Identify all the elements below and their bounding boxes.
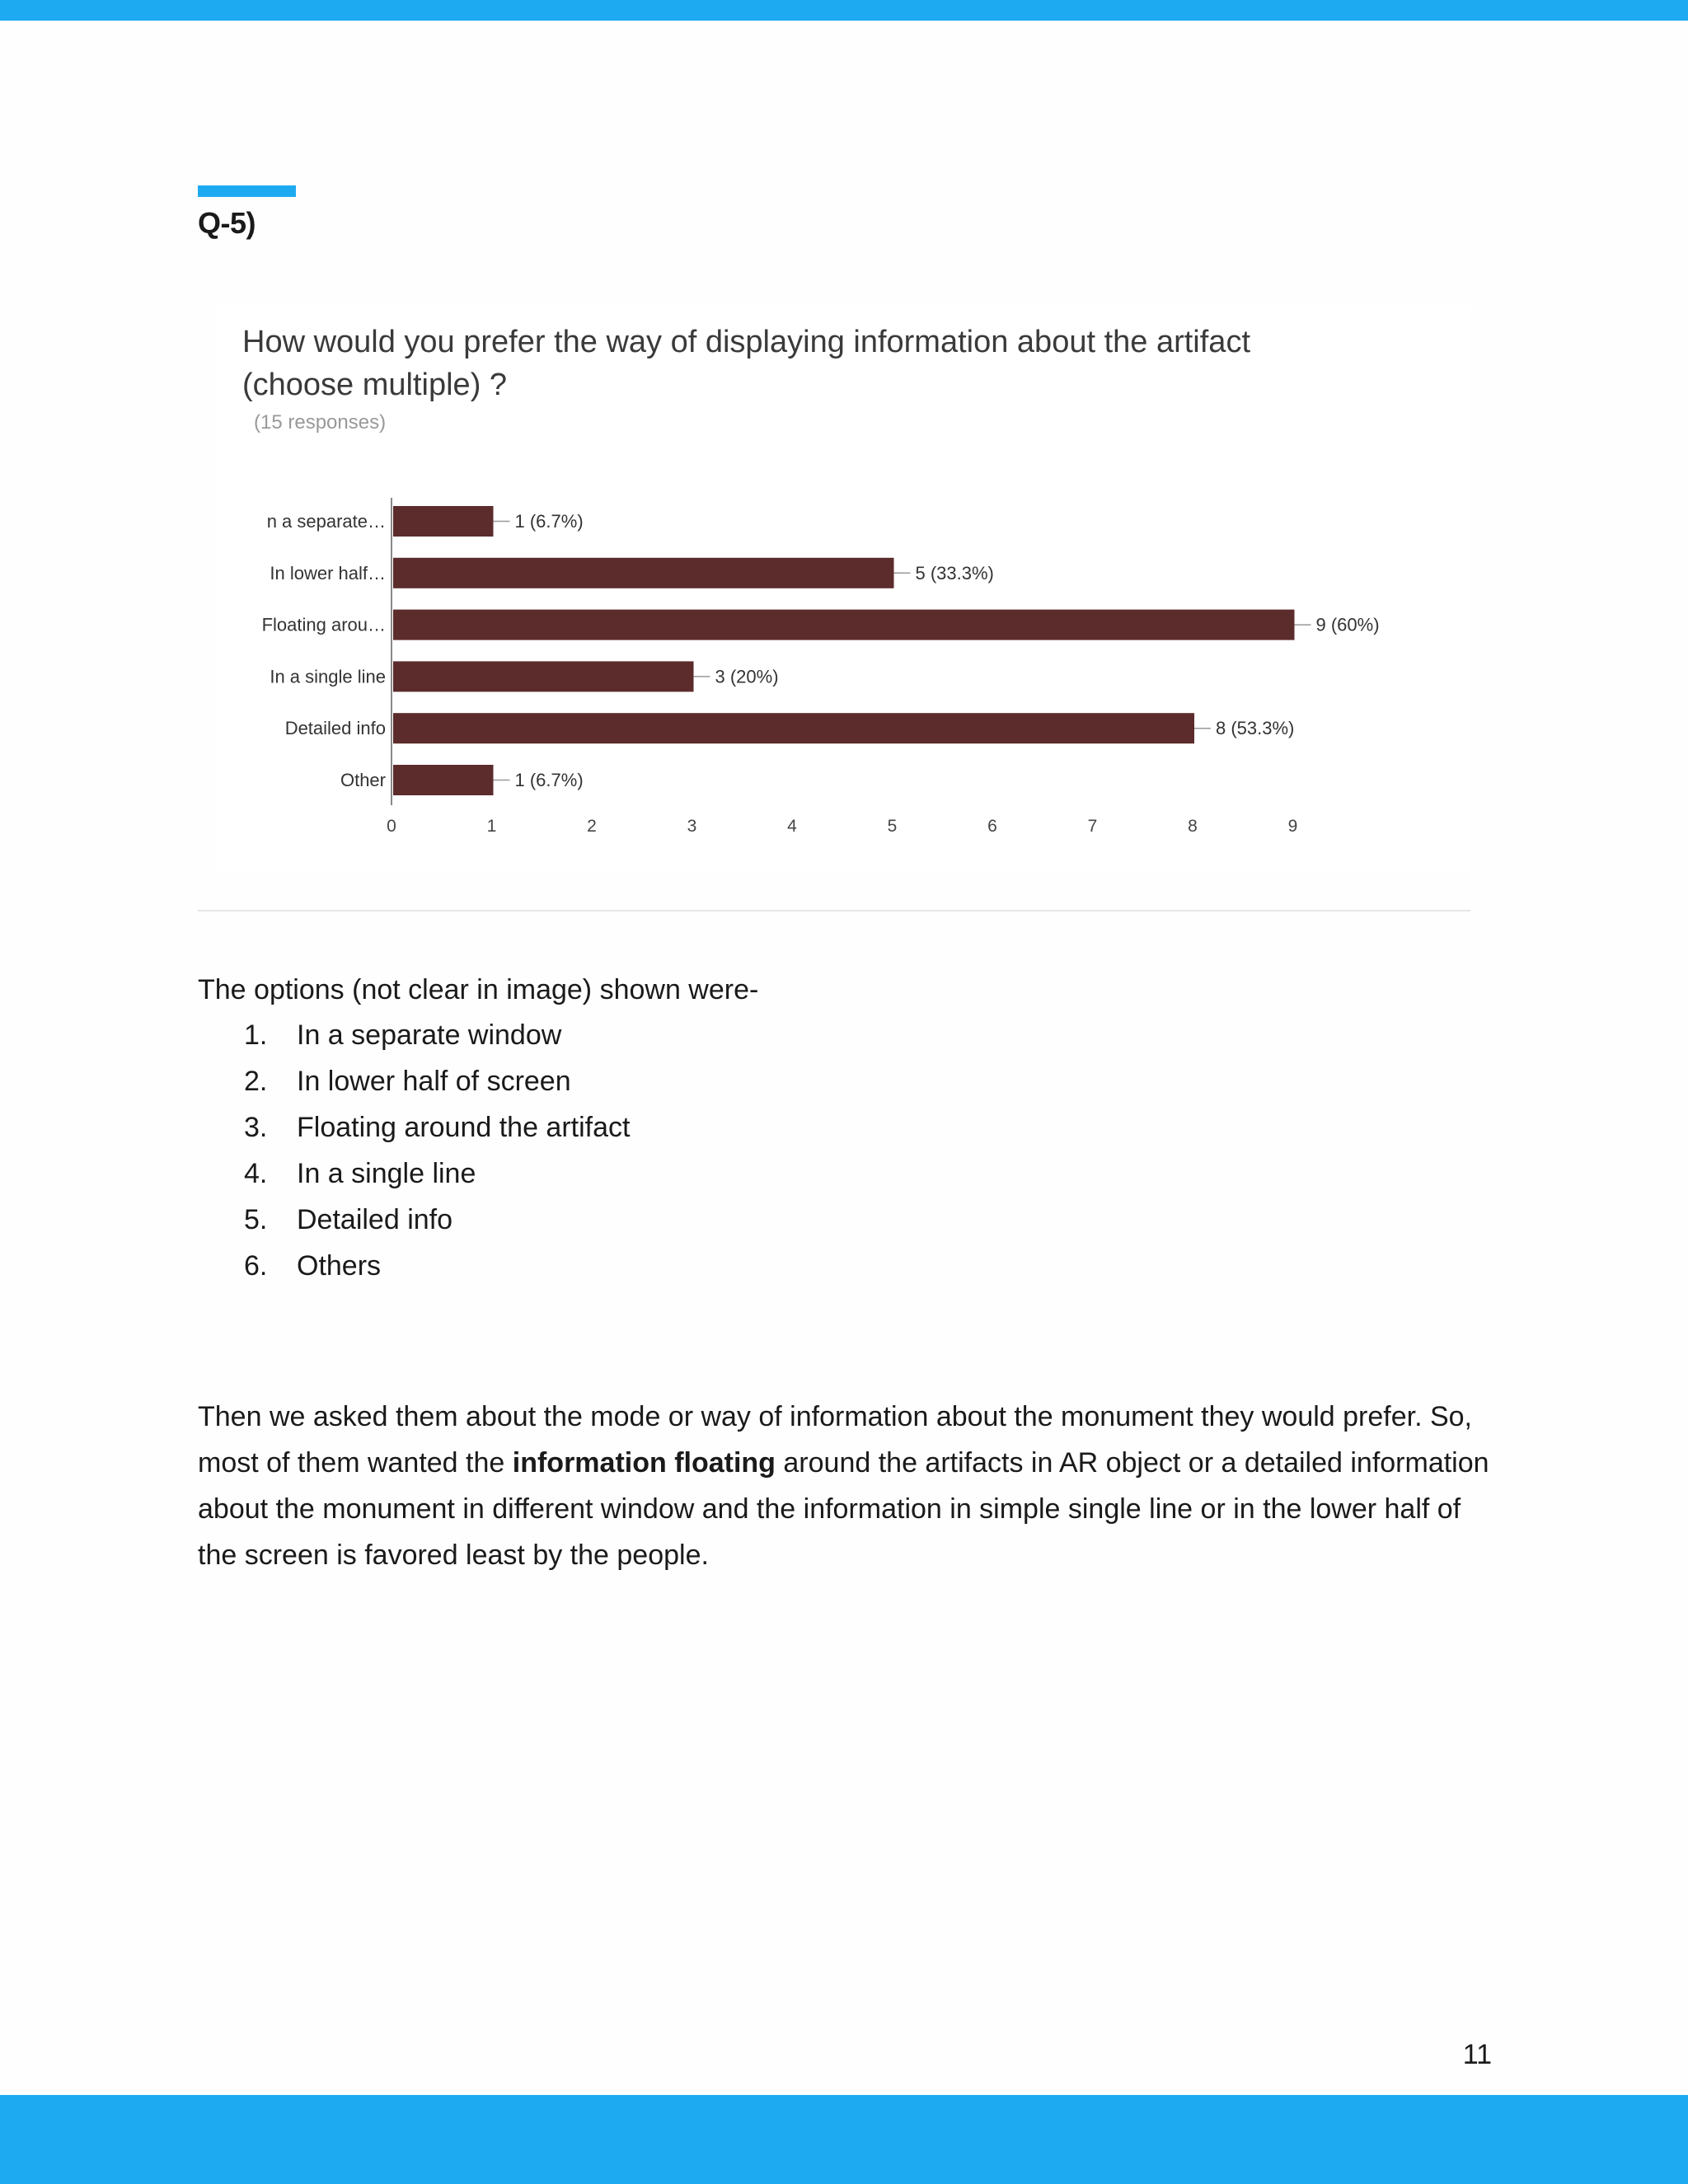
- data-label: 3 (20%): [715, 666, 779, 687]
- option-number: 3.: [244, 1112, 268, 1143]
- x-tick-label: 7: [1087, 817, 1098, 836]
- option-item: [244, 1109, 630, 1155]
- x-tick-label: 4: [787, 817, 797, 836]
- data-label: 5 (33.3%): [915, 562, 994, 583]
- data-label: 8 (53.3%): [1216, 718, 1295, 739]
- option-item: [244, 1202, 630, 1248]
- summary-paragraph: [198, 1394, 1500, 1578]
- x-tick-label: 9: [1287, 817, 1298, 836]
- chart-title-line-2: (choose multiple) ?: [242, 368, 508, 402]
- option-text: Floating around the artifact: [297, 1112, 631, 1143]
- survey-chart: [216, 305, 1470, 874]
- option-number: 6.: [244, 1250, 268, 1282]
- option-text: In lower half of screen: [297, 1066, 571, 1097]
- x-tick-label: 5: [887, 817, 898, 836]
- chart-marks: [262, 498, 1380, 836]
- option-number: 1.: [244, 1019, 268, 1051]
- option-item: [244, 1063, 630, 1109]
- option-text: Others: [297, 1250, 382, 1282]
- option-item: [244, 1248, 630, 1294]
- category-label: Floating arou…: [261, 614, 386, 635]
- category-label: Other: [340, 770, 386, 790]
- option-text: In a separate window: [297, 1019, 562, 1051]
- option-item: [244, 1017, 630, 1063]
- option-text: Detailed info: [297, 1204, 453, 1235]
- bar: [393, 610, 1295, 640]
- data-label: 1 (6.7%): [514, 770, 584, 790]
- x-tick-label: 3: [687, 817, 697, 836]
- data-label: 9 (60%): [1315, 614, 1380, 635]
- category-label: Detailed info: [284, 718, 386, 739]
- data-label: 1 (6.7%): [514, 511, 584, 532]
- category-label: In a single line: [270, 666, 386, 687]
- bar: [393, 661, 694, 691]
- x-tick-label: 8: [1188, 817, 1198, 836]
- x-tick-label: 0: [387, 817, 396, 836]
- options-intro: The options (not clear in image) shown were-: [198, 974, 759, 1005]
- summary-text-start: Then we asked them about the mode or way of information about the monument they would prefer. So, most of them wanted the: [198, 1401, 1473, 1479]
- option-number: 2.: [244, 1066, 268, 1097]
- bar: [393, 558, 894, 588]
- category-label: In lower half…: [270, 562, 386, 583]
- chart-title-line-1: How would you prefer the way of displaying information about the artifact: [242, 325, 1250, 359]
- bar: [393, 713, 1194, 743]
- bar-chart-svg: [216, 305, 1470, 874]
- category-label: n a separate…: [266, 511, 386, 532]
- bar: [393, 765, 494, 795]
- x-tick-label: 2: [587, 817, 597, 836]
- x-tick-label: 6: [987, 817, 997, 836]
- option-number: 5.: [244, 1204, 268, 1235]
- option-text: In a single line: [297, 1158, 476, 1189]
- bar: [393, 506, 494, 537]
- section-title: Q-5): [198, 206, 256, 240]
- options-list: [244, 1017, 630, 1294]
- summary-text-end: around the artifacts in AR object or a detailed information about the monument in different window and the information in simple single line or in the lower half of the screen is favored least by the people.: [198, 1447, 1489, 1571]
- x-tick-label: 1: [486, 817, 497, 836]
- option-item: [244, 1155, 630, 1202]
- footer-band: [0, 2095, 1688, 2184]
- summary-emphasis: information floating: [512, 1447, 776, 1479]
- option-number: 4.: [244, 1158, 268, 1189]
- page-number: 11: [1462, 2039, 1492, 2070]
- chart-subtitle: (15 responses): [254, 411, 387, 434]
- header-band: [0, 0, 1688, 21]
- section-accent-bar: [198, 185, 296, 197]
- horizontal-divider: [198, 910, 1470, 912]
